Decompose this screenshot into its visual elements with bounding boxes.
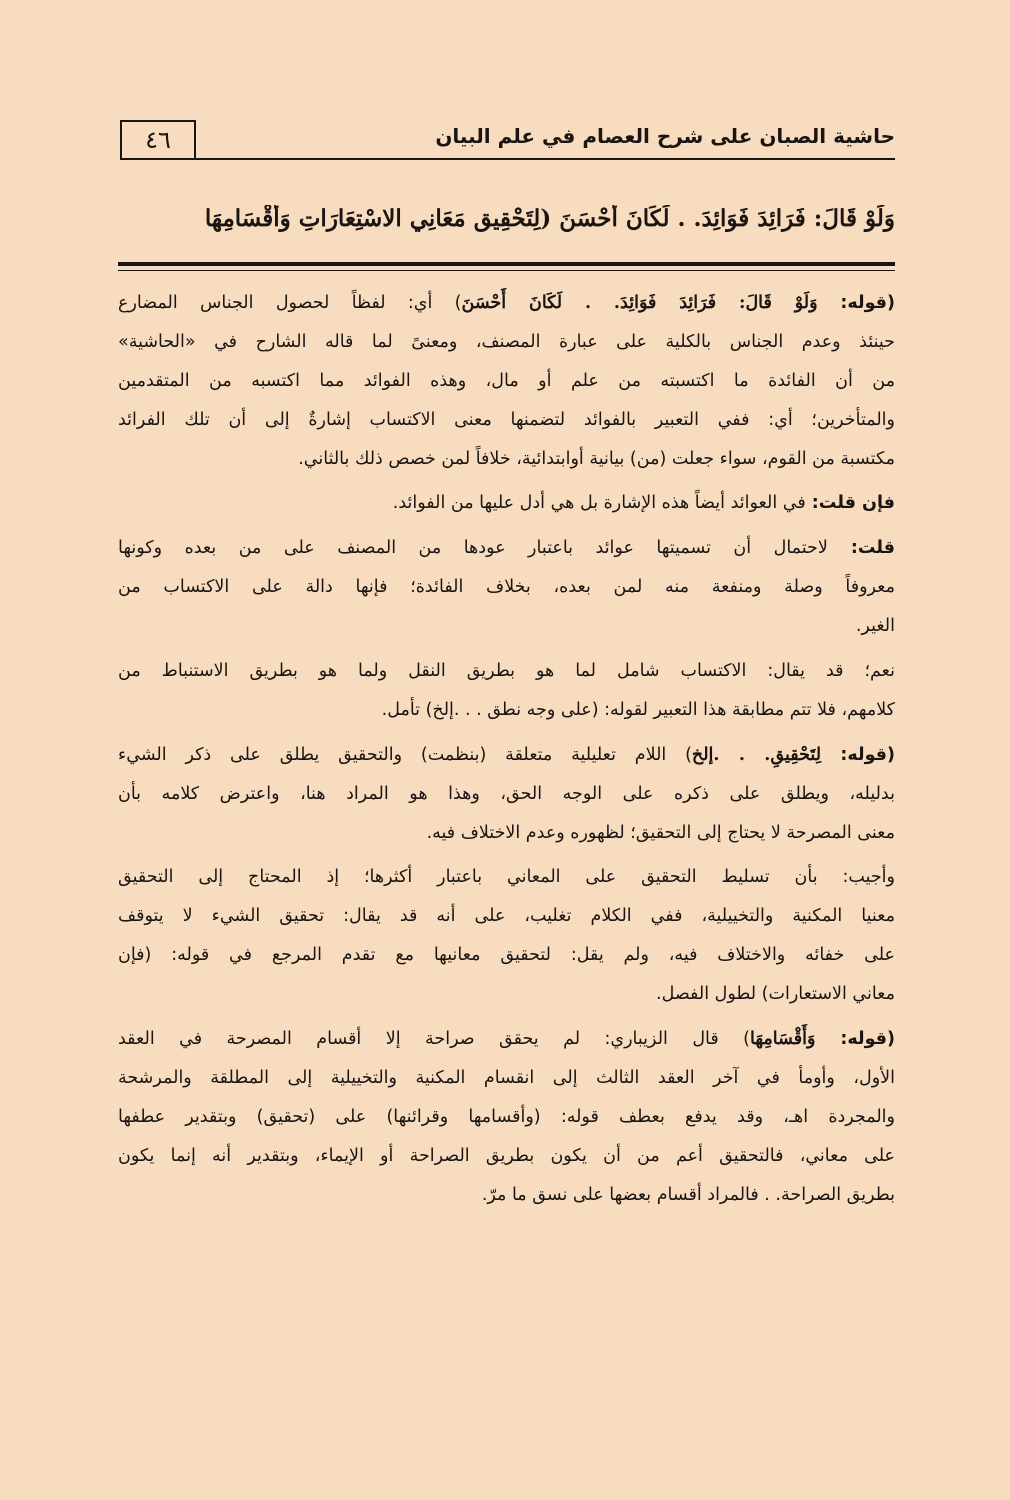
header-rule xyxy=(196,158,895,160)
text-line xyxy=(118,897,895,936)
line-text: نعم؛ قد يقال: الاكتساب شامل لما هو بطريق النقل ولما هو بطريق الاستنباط من xyxy=(118,661,895,682)
text-line xyxy=(118,1020,895,1059)
commentary-paragraph xyxy=(118,652,895,730)
text-line xyxy=(118,362,895,401)
matn-divider-thick xyxy=(118,262,895,266)
commentary-paragraph xyxy=(118,1020,895,1214)
line-text: معروفاً وصلة ومنفعة منه لمن بعده، بخلاف الفائدة؛ فإنها دالة على الاكتساب من xyxy=(118,577,895,598)
line-text: حينئذ وعدم الجناس بالكلية على عبارة المصنف، ومعنىً لما قاله الشارح في «الحاشية» xyxy=(118,331,895,352)
line-text: وأجيب: بأن تسليط التحقيق على المعاني باعتبار أكثرها؛ إذ المحتاج إلى التحقيق xyxy=(118,867,895,888)
line-text: معاني الاستعارات) لطول الفصل. xyxy=(656,984,895,1005)
line-text: الغير. xyxy=(855,616,895,637)
gloss-lead: قلت: xyxy=(827,538,895,559)
text-line xyxy=(118,607,895,646)
text-line xyxy=(118,323,895,362)
line-text: والمتأخرين؛ أي: ففي التعبير بالفوائد لتضمنها معنى الاكتساب إشارةٌ إلى أن تلك الفرائد xyxy=(118,409,895,430)
commentary-body xyxy=(118,284,895,1220)
matn-divider-thin xyxy=(118,270,895,271)
line-text: ) أي: لفظاً لحصول الجناس المضارع xyxy=(118,293,462,313)
commentary-paragraph xyxy=(118,484,895,523)
text-line xyxy=(118,1176,895,1215)
matn-text: وَلَوْ قَالَ: فَرَائِدَ فَوَائِدَ. . لَكَانَ أَحْسَنَ (لِتَحْقِيقِ مَعَانِي الاسْتِعَارَاتِ وَأَقْسَامِهَا xyxy=(204,205,895,232)
line-text: كلامهم، فلا تتم مطابقة هذا التعبير لقوله: (على وجه نطق . . .إلخ) تأمل. xyxy=(381,699,895,720)
line-text: من أن الفائدة ما اكتسبته من علم أو مال، وهذه الفوائد مما اكتسبه من المتقدمين xyxy=(118,370,895,391)
text-line xyxy=(118,652,895,691)
line-text: بدليله، ويطلق على ذكره على الوجه الحق، وهذا هو المراد هنا، واعترض كلامه بأن xyxy=(118,783,895,804)
text-line xyxy=(118,936,895,975)
text-line xyxy=(118,775,895,814)
text-line xyxy=(118,1137,895,1176)
text-line xyxy=(118,691,895,730)
line-text: لاحتمال أن تسميتها عوائد باعتبار عودها من المصنف على من بعده وكونها xyxy=(118,538,828,559)
commentary-paragraph xyxy=(118,858,895,1014)
line-text: على معاني، فالتحقيق أعم من أن يكون بطريق الصراحة أو الإيماء، وبتقدير أنه إنما يكون xyxy=(118,1145,895,1166)
gloss-lead: فإن قلت: xyxy=(805,493,895,514)
text-line xyxy=(118,975,895,1014)
text-line xyxy=(118,484,895,523)
quoted-matn: لِتَحْقِيقِ. . .إلخ xyxy=(691,744,822,765)
line-text: على خفائه والاختلاف فيه، ولم يقل: لتحقيق معانيها مع تقدم المرجع في قوله: (فإن xyxy=(118,945,895,966)
line-text: ) قال الزيباري: لم يحقق صراحة إلا أقسام المصرحة في العقد xyxy=(118,1029,751,1050)
text-line xyxy=(118,736,895,775)
text-line xyxy=(118,858,895,897)
quoted-matn: وَأَقْسَامِهَا xyxy=(750,1029,816,1050)
gloss-lead: (قوله: xyxy=(821,744,895,765)
line-text: ) اللام تعليلية متعلقة (بنظمت) والتحقيق يطلق على ذكر الشيء xyxy=(118,744,692,765)
line-text: والمجردة اهـ، وقد يدفع بعطف قوله: (وأقسامها وقرائنها) على (تحقيق) وبتقدير عطفها xyxy=(118,1106,895,1127)
running-title: حاشية الصبان على شرح العصام في علم البيان xyxy=(435,124,895,148)
line-text: الأول، وأومأ في آخر العقد الثالث إلى انقسام المكنية والتخييلية إلى المطلقة والمرشحة xyxy=(118,1067,895,1088)
commentary-paragraph xyxy=(118,284,895,478)
page-number: ٤٦ xyxy=(120,120,196,160)
quoted-matn: وَلَوْ قَالَ: فَرَائِدَ فَوَائِدَ. . لَكَانَ أَحْسَنَ xyxy=(461,293,818,313)
text-line xyxy=(118,1098,895,1137)
commentary-paragraph xyxy=(118,736,895,853)
text-line xyxy=(118,814,895,853)
line-text: معنيا المكنية والتخييلية، ففي الكلام تغليب، على أنه قد يقال: تحقيق الشيء لا يتوقف xyxy=(118,906,895,927)
commentary-paragraph xyxy=(118,529,895,646)
page-header xyxy=(120,120,895,166)
gloss-lead: (قوله: xyxy=(815,1029,895,1050)
line-text: بطريق الصراحة. . فالمراد أقسام بعضها على نسق ما مرّ. xyxy=(481,1184,895,1205)
text-line xyxy=(118,568,895,607)
text-line xyxy=(118,440,895,479)
gloss-lead: (قوله: xyxy=(817,293,895,313)
text-line xyxy=(118,1059,895,1098)
line-text: في العوائد أيضاً هذه الإشارة بل هي أدل عليها من الفوائد. xyxy=(392,493,806,514)
text-line xyxy=(118,401,895,440)
text-line xyxy=(118,529,895,568)
text-line xyxy=(118,284,895,323)
line-text: مكتسبة من القوم، سواء جعلت (من) بيانية أوابتدائية، خلافاً لمن خصص ذلك بالثاني. xyxy=(298,448,895,469)
line-text: معنى المصرحة لا يحتاج إلى التحقيق؛ لظهوره وعدم الاختلاف فيه. xyxy=(426,822,895,843)
